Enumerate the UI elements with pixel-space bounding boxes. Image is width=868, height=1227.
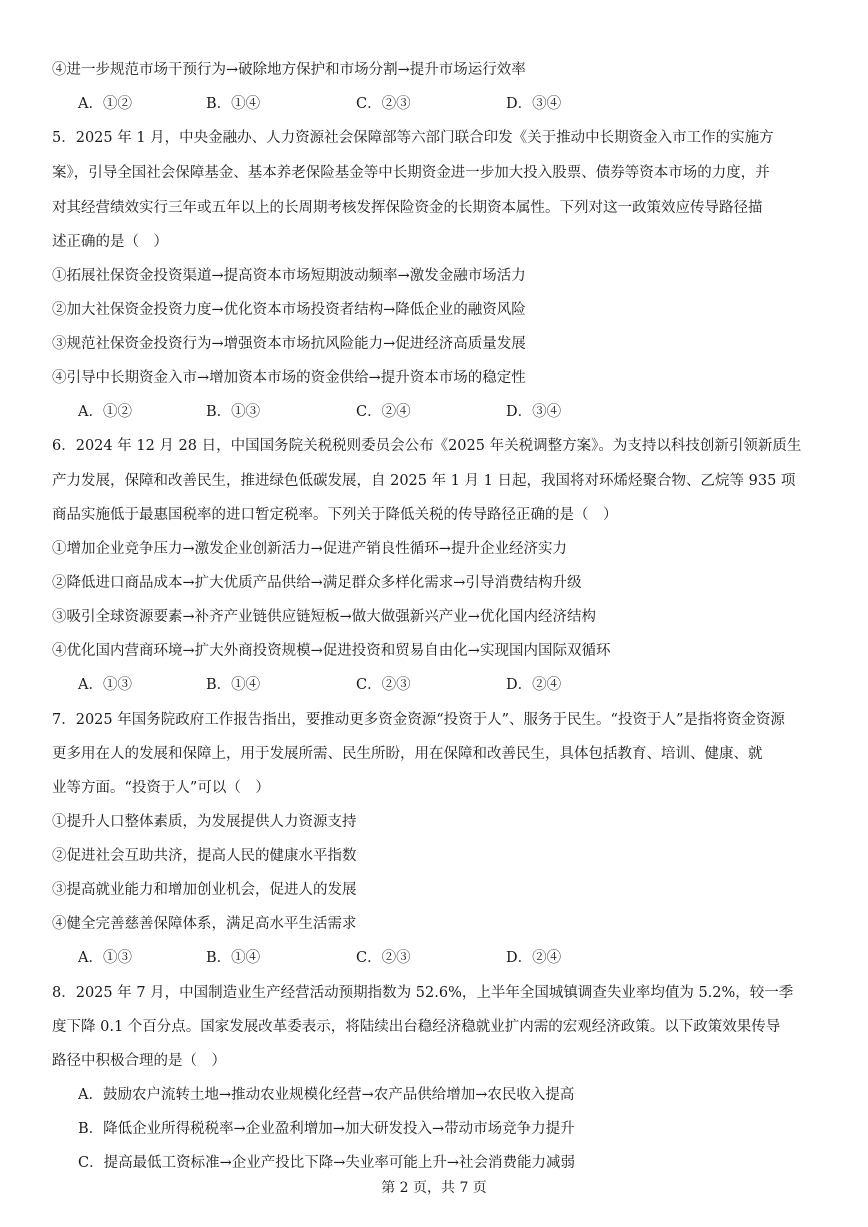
q7-option-b[interactable]: B．①④ <box>206 950 261 966</box>
q6-option-a[interactable]: A．①③ <box>78 677 132 693</box>
q7-stem-line-1: 7．2025 年国务院政府工作报告指出，要推动更多资金资源“投资于人”、服务于民生。“投资于人”是指将资金资源 <box>52 712 785 728</box>
q6-item-4: ④优化国内营商环境→扩大外商投资规模→促进投资和贸易自由化→实现国内国际双循环 <box>52 643 611 659</box>
q4-option-d[interactable]: D．③④ <box>506 96 562 112</box>
q6-item-2: ②降低进口商品成本→扩大优质产品供给→满足群众多样化需求→引导消费结构升级 <box>52 575 582 591</box>
q7-option-c[interactable]: C．②③ <box>356 950 411 966</box>
q5-item-1: ①拓展社保资金投资渠道→提高资本市场短期波动频率→激发金融市场活力 <box>52 268 526 284</box>
q6-stem-line-3: 商品实施低于最惠国税率的进口暂定税率。下列关于降低关税的传导路径正确的是（ ） <box>52 507 618 523</box>
q8-stem-line-3: 路径中积极合理的是（ ） <box>52 1053 226 1069</box>
q6-options <box>78 675 778 695</box>
q5-stem-line-3: 对其经营绩效实行三年或五年以上的长周期考核发挥保险资金的长期资本属性。下列对这一政策效应传导路径描 <box>52 200 763 216</box>
q5-option-a[interactable]: A．①② <box>78 404 132 420</box>
q6-option-b[interactable]: B．①④ <box>206 677 261 693</box>
q8-choice-a[interactable]: A．鼓励农户流转土地→推动农业规模化经营→农产品供给增加→农民收入提高 <box>78 1087 575 1103</box>
q7-stem-line-2: 更多用在人的发展和保障上，用于发展所需、民生所盼，用在保障和改善民生，具体包括教育、培训、健康、就 <box>52 746 763 762</box>
q4-option-a[interactable]: A．①② <box>78 96 132 112</box>
q4-option-c[interactable]: C．②③ <box>356 96 411 112</box>
page-footer: 第 2 页，共 7 页 <box>381 1180 487 1196</box>
q5-option-b[interactable]: B．①③ <box>206 404 261 420</box>
q5-item-4: ④引导中长期资金入市→增加资本市场的资金供给→提升资本市场的稳定性 <box>52 370 526 386</box>
q7-item-4: ④健全完善慈善保障体系，满足高水平生活需求 <box>52 916 357 932</box>
q5-option-d[interactable]: D．③④ <box>506 404 562 420</box>
q7-option-a[interactable]: A．①③ <box>78 950 132 966</box>
q4-options <box>78 94 778 114</box>
q6-item-1: ①增加企业竞争压力→激发企业创新活力→促进产销良性循环→提升企业经济实力 <box>52 541 567 557</box>
q4-item-4: ④进一步规范市场干预行为→破除地方保护和市场分割→提升市场运行效率 <box>52 62 526 78</box>
q7-stem-line-3: 业等方面。“投资于人”可以（ ） <box>52 780 270 796</box>
q5-item-3: ③规范社保资金投资行为→增强资本市场抗风险能力→促进经济高质量发展 <box>52 336 526 352</box>
q7-option-d[interactable]: D．②④ <box>506 950 562 966</box>
q7-item-1: ①提升人口整体素质，为发展提供人力资源支持 <box>52 814 357 830</box>
q6-item-3: ③吸引全球资源要素→补齐产业链供应链短板→做大做强新兴产业→优化国内经济结构 <box>52 609 596 625</box>
q7-options <box>78 948 778 968</box>
q6-stem-line-2: 产力发展，保障和改善民生，推进绿色低碳发展，自 2025 年 1 月 1 日起，我国将对环烯烃聚合物、乙烷等 935 项 <box>52 473 796 489</box>
q8-stem-line-1: 8．2025 年 7 月，中国制造业生产经营活动预期指数为 52.6%，上半年全国城镇调查失业率均值为 5.2%，较一季 <box>52 985 794 1001</box>
q6-option-d[interactable]: D．②④ <box>506 677 562 693</box>
q5-stem-line-4: 述正确的是（ ） <box>52 234 168 250</box>
q5-stem-line-2: 案》，引导全国社会保障基金、基本养老保险基金等中长期资金进一步加大投入股票、债券等资本市场的力度，并 <box>52 165 770 181</box>
q5-option-c[interactable]: C．②④ <box>356 404 411 420</box>
q4-option-b[interactable]: B．①④ <box>206 96 261 112</box>
q5-options <box>78 402 778 422</box>
q6-option-c[interactable]: C．②③ <box>356 677 411 693</box>
q7-item-2: ②促进社会互助共济，提高人民的健康水平指数 <box>52 848 357 864</box>
q5-item-2: ②加大社保资金投资力度→优化资本市场投资者结构→降低企业的融资风险 <box>52 302 526 318</box>
q8-choice-b[interactable]: B．降低企业所得税税率→企业盈利增加→加大研发投入→带动市场竞争力提升 <box>78 1121 575 1137</box>
q6-stem-line-1: 6．2024 年 12 月 28 日，中国国务院关税税则委员会公布《2025 年关税调整方案》。为支持以科技创新引领新质生 <box>52 438 802 454</box>
q8-choice-c[interactable]: C．提高最低工资标准→企业产投比下降→失业率可能上升→社会消费能力减弱 <box>78 1155 576 1171</box>
q5-stem-line-1: 5．2025 年 1 月，中央金融办、人力资源社会保障部等六部门联合印发《关于推动中长期资金入市工作的实施方 <box>52 130 774 146</box>
q7-item-3: ③提高就业能力和增加创业机会，促进人的发展 <box>52 882 357 898</box>
q8-stem-line-2: 度下降 0.1 个百分点。国家发展改革委表示，将陆续出台稳经济稳就业扩内需的宏观经济政策。以下政策效果传导 <box>52 1019 781 1035</box>
